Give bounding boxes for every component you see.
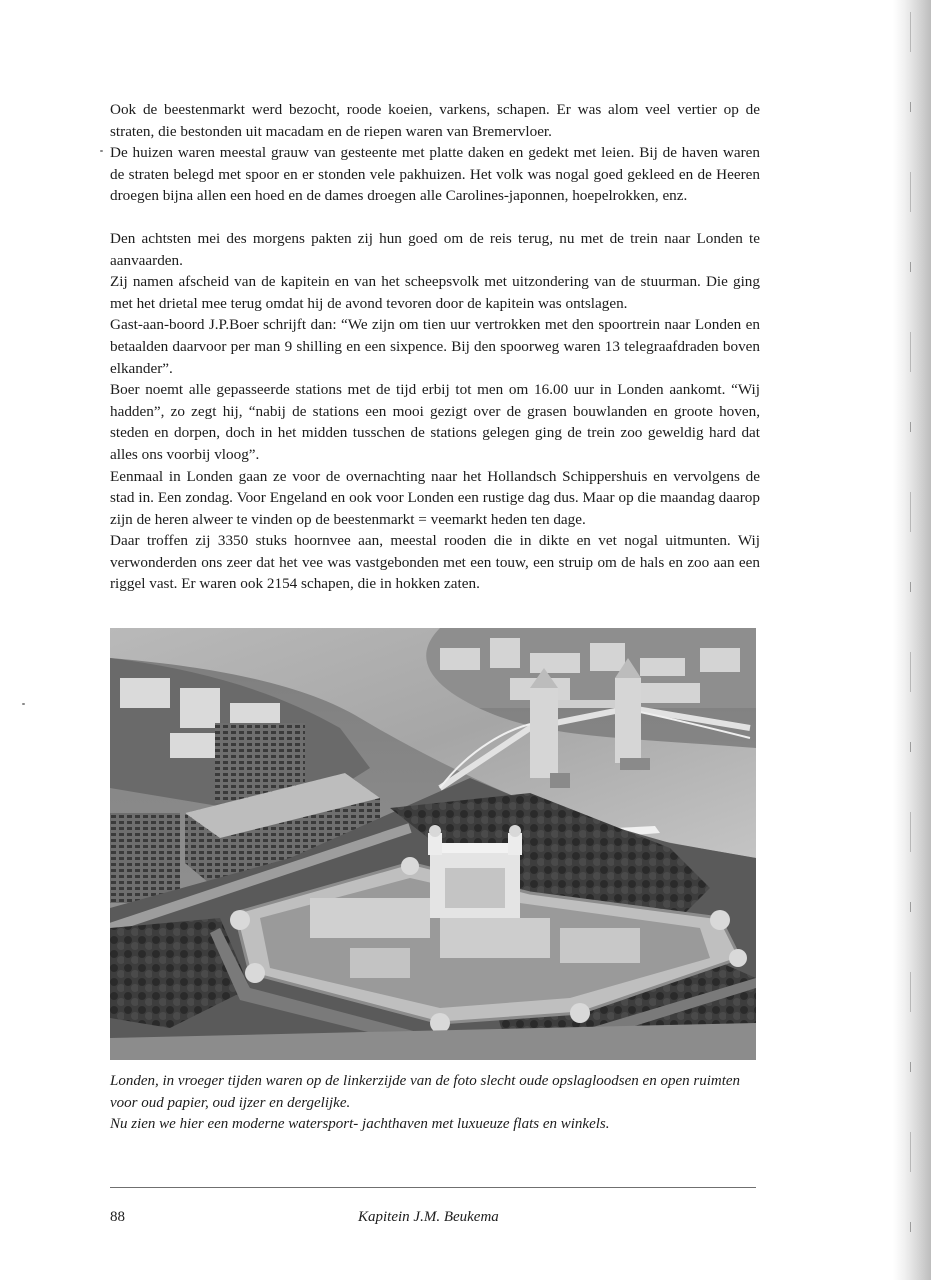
aerial-photo-tower-of-london <box>110 628 756 1060</box>
binding-stitch-line <box>910 12 911 1262</box>
paragraph-afscheid: Zij namen afscheid van de kapitein en van het scheepsvolk met uitzondering van de stuurman. Die ging met het drietal mee terug omdat hij de avond tevoren door de kapitein was ontslagen. <box>110 273 760 312</box>
paragraph-huizen: De huizen waren meestal grauw van gesteente met platte daken en gedekt met leien. Bij de haven waren de straten belegd met spoor en er stonden vele pakhuizen. Het volk was nogal goed gekleed en de Heeren droegen bijna allen een hoed en de dames droegen alle Carolines-japonnen, hoepelrokken, enz. <box>110 144 760 205</box>
photo-caption <box>110 1071 760 1136</box>
caption-line-1: Londen, in vroeger tijden waren op de linkerzijde van de foto slecht oude opslagloodsen en open ruimten voor oud papier, oud ijzer en dergelijke. <box>110 1073 741 1111</box>
body-text <box>110 99 760 595</box>
paragraph-boer-quote: Gast-aan-boord J.P.Boer schrijft dan: “We zijn om tien uur vertrokken met den spoortrein naar Londen en betaalden daarvoor per man 9 shilling en een sixpence. Bij den spoorweg waren 13 telegraafdraden boven elkander”. <box>110 316 760 377</box>
footer-rule <box>110 1187 756 1188</box>
running-footer-title: Kapitein J.M. Beukema <box>358 1209 499 1225</box>
page-number: 88 <box>110 1209 125 1225</box>
scan-speck <box>100 150 103 152</box>
paragraph-achtsten-mei: Den achtsten mei des morgens pakten zij hun goed om de reis terug, nu met de trein naar Londen te aanvaarden. <box>110 229 760 269</box>
caption-line-2: Nu zien we hier een moderne watersport- jachthaven met luxueuze flats en winkels. <box>110 1116 610 1132</box>
paragraph-beestenmarkt: Ook de beestenmarkt werd bezocht, roode koeien, varkens, schapen. Er was alom veel vertier op de straten, die bestonden uit macadam en de riepen waren van Bremervloer. <box>110 101 760 140</box>
paragraph-hoornvee: Daar troffen zij 3350 stuks hoornvee aan, meestal rooden die in dikte en vet nogal uitmunten. Wij verwonderden ons zeer dat het vee was vastgebonden met een touw, een struip om de hals en zoo aan een riggel vast. Er waren ook 2154 schapen, die in hokken zaten. <box>110 532 760 593</box>
paragraph-londen: Eenmaal in Londen gaan ze voor de overnachting naar het Hollandsch Schippershuis en vervolgens de stad in. Een zondag. Voor Engeland en ook voor Londen een rustige dag dus. Maar op die maandag daarop zijn de heren alweer te vinden op de beestenmarkt = veemarkt heden ten dage. <box>110 467 760 528</box>
paragraph-stations: Boer noemt alle gepasseerde stations met de tijd erbij tot men om 16.00 uur in Londen aankomt. “Wij hadden”, zo zegt hij, “nabij de stations een mooi gezigt over de grasen bouwlanden en groote hoven, steden en dorpen, doch in het midden tusschen de stations gelegen ging de trein zoo geweldig hard dat alles ons voorbij vloog”. <box>110 381 760 463</box>
scan-speck <box>22 703 25 705</box>
page-binding-shadow <box>893 0 931 1280</box>
building-left-lower <box>110 813 180 903</box>
